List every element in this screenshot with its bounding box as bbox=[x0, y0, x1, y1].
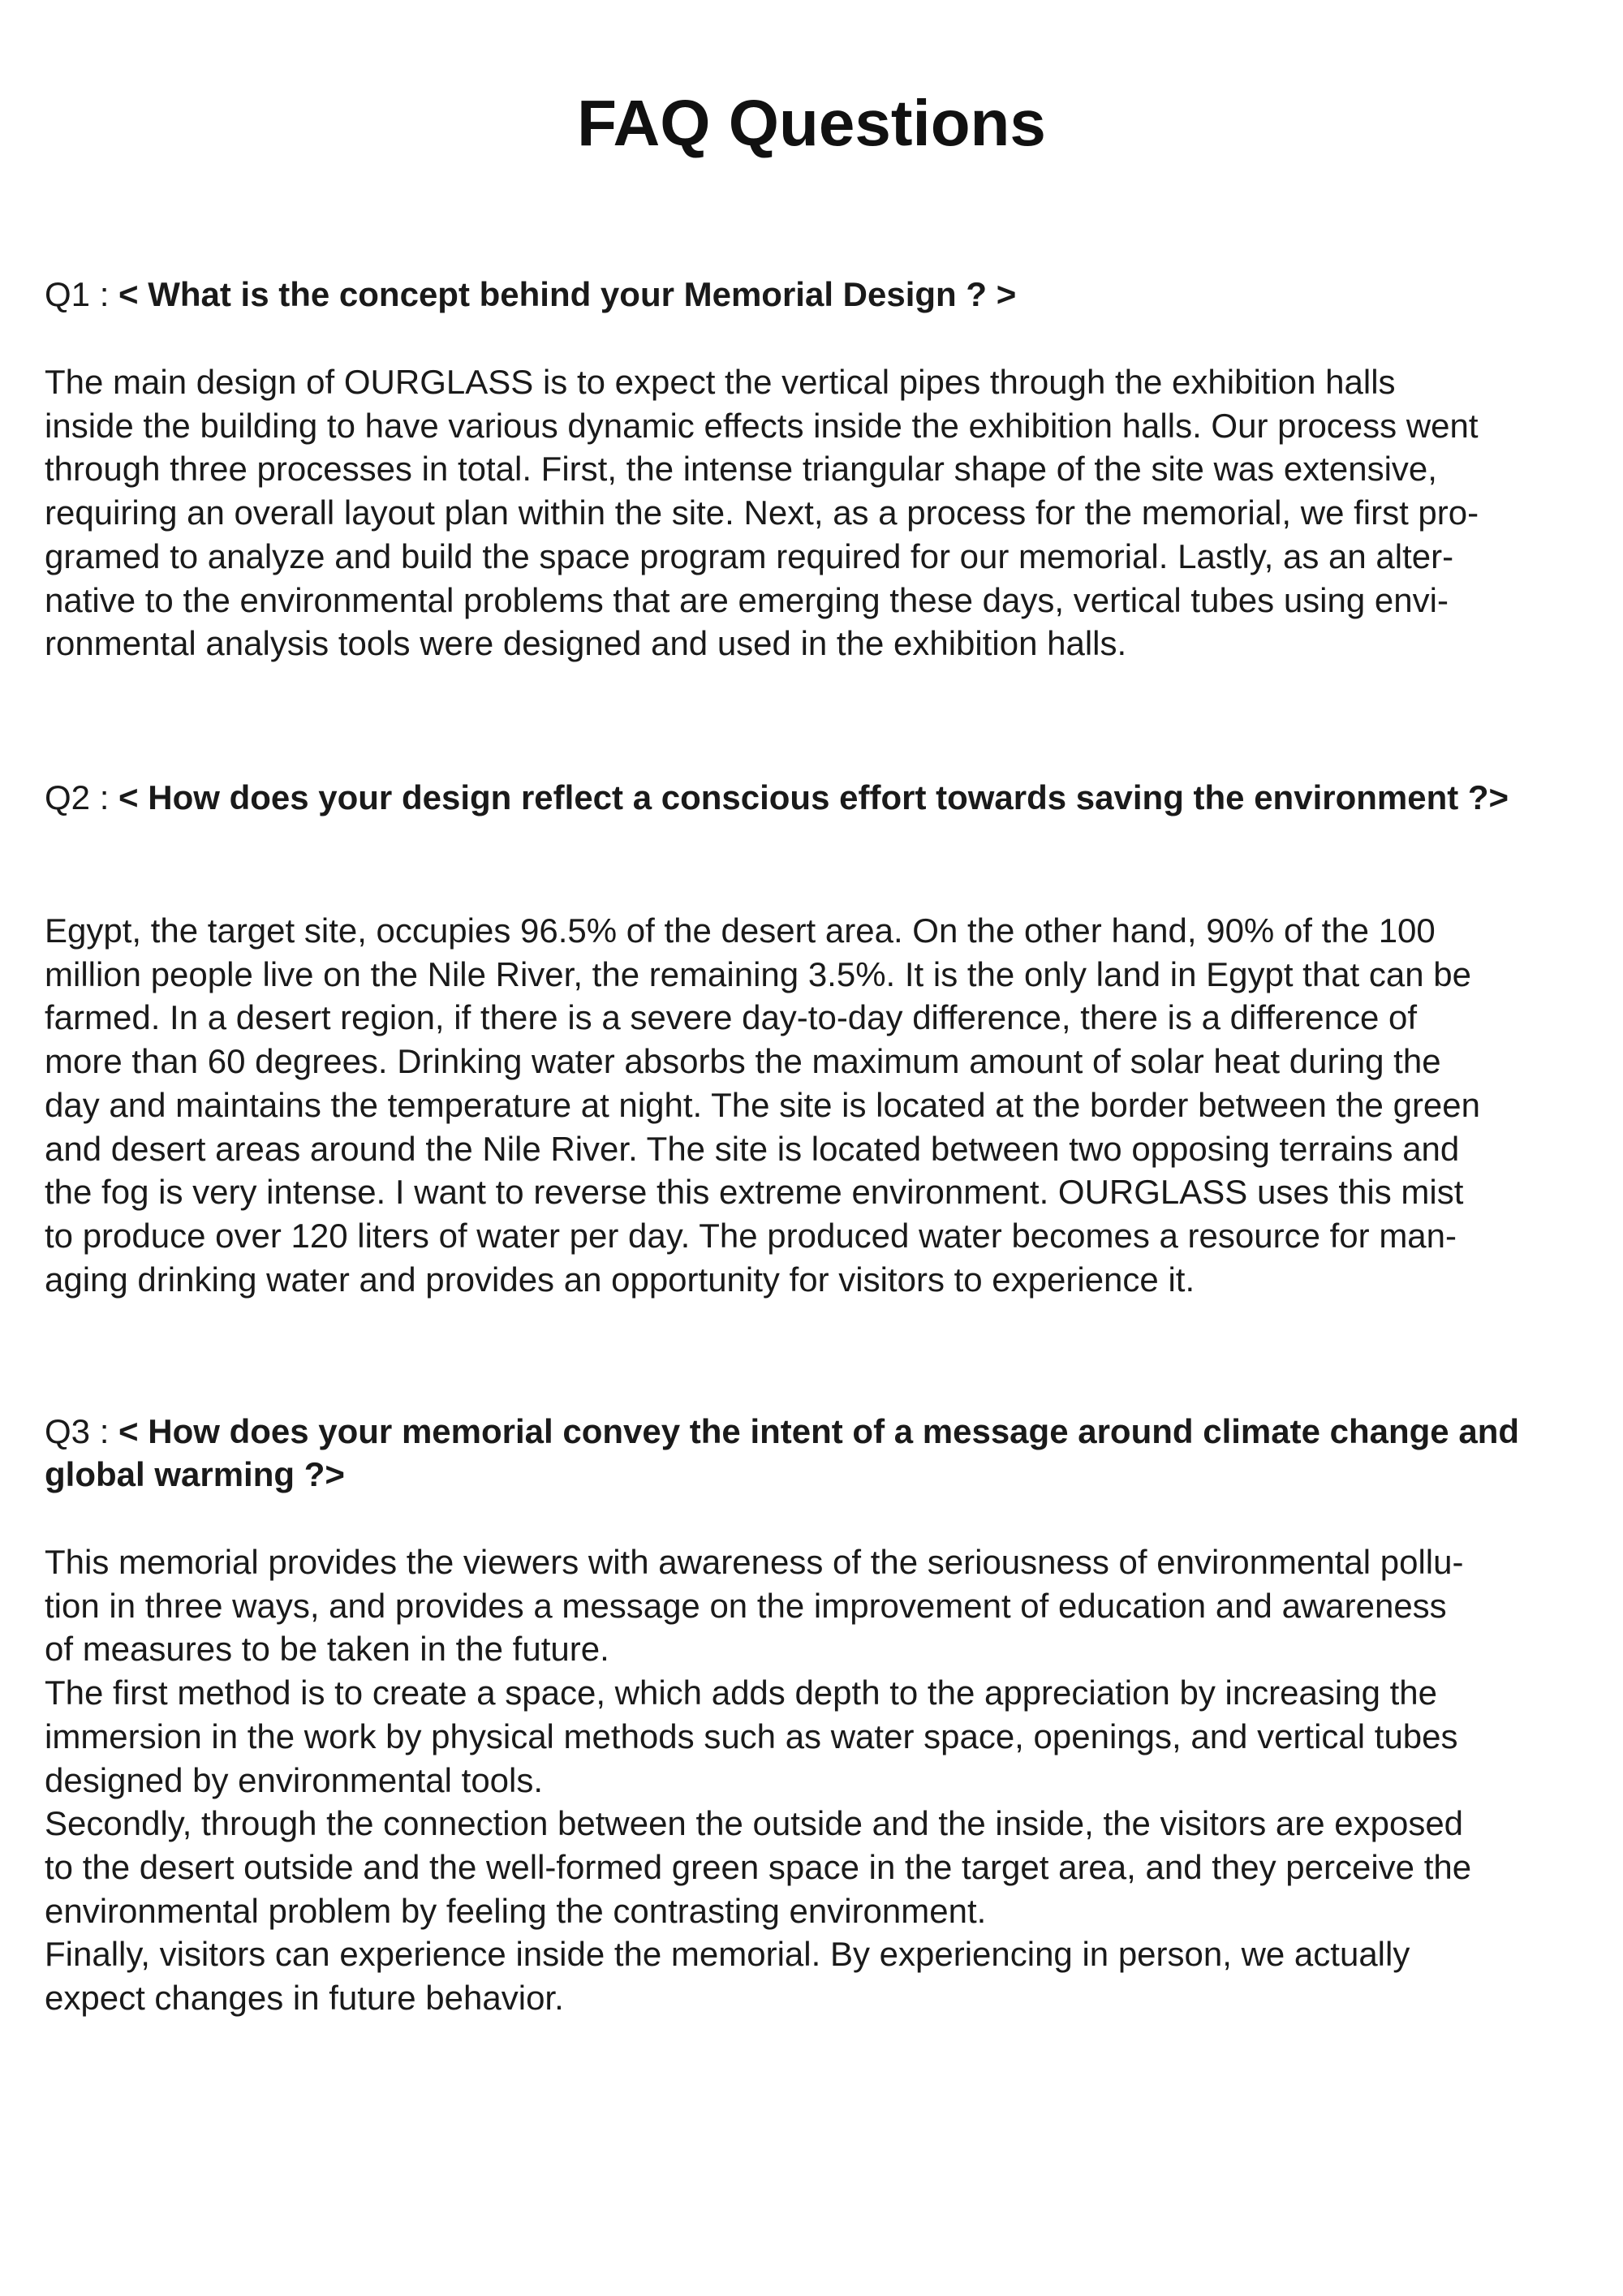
question-text: < How does your memorial convey the intent of a message around climate change and global warming ?> bbox=[45, 1412, 1520, 1493]
question-text: < How does your design reflect a conscious effort towards saving the environment ?> bbox=[118, 778, 1509, 816]
question-text: < What is the concept behind your Memorial Design ? > bbox=[118, 275, 1017, 313]
question-number: Q1 : bbox=[45, 275, 119, 313]
faq-answer-1: The main design of OURGLASS is to expect the vertical pipes through the exhibition halls inside the building to have various dynamic effects inside the exhibition halls. Our process went through three processes in total. First, the intense triangular shape of the site was extensive, requiring an overall layout plan within the site. Next, as a process for the memorial, we first pro- gramed to analyze and build the space program required for our memorial. Lastly, as an alter- native to the environmental problems that are emerging these days, vertical tubes using envi- ronmental analysis tools were designed and used in the exhibition halls. bbox=[45, 363, 1479, 663]
faq-answer-2: Egypt, the target site, occupies 96.5% of the desert area. On the other hand, 90% of the 100 million people live on the Nile River, the remaining 3.5%. It is the only land in Egypt that can be farmed. In a desert region, if there is a severe day-to-day difference, there is a difference of more than 60 degrees. Drinking water absorbs the maximum amount of solar heat during the day and maintains the temperature at night. The site is located at the border between the green and desert areas around the Nile River. The site is located between two opposing terrains and the fog is very intense. I want to reverse this extreme environment. OURGLASS uses this mist to produce over 120 liters of water per day. The produced water becomes a resource for man- aging drinking water and provides an opportunity for visitors to experience it. bbox=[45, 911, 1481, 1299]
question-number: Q2 : bbox=[45, 778, 119, 816]
faq-question-3 bbox=[45, 1410, 1586, 1496]
faq-answer-3: This memorial provides the viewers with awareness of the seriousness of environmental pollu- tion in three ways, and provides a message on the improvement of education and awareness of measures to be taken in the future. The first method is to create a space, which adds depth to the appreciation by increasing the immersion in the work by physical methods such as water space, openings, and vertical tubes designed by environmental tools. Secondly, through the connection between the outside and the inside, the visitors are exposed to the desert outside and the well-formed green space in the target area, and they perceive the environmental problem by feeling the contrasting environment. Finally, visitors can experience inside the memorial. By experiencing in person, we actually expect changes in future behavior. bbox=[45, 1543, 1472, 2018]
question-number: Q3 : bbox=[45, 1412, 119, 1450]
page-title: FAQ Questions bbox=[577, 87, 1046, 159]
faq-question-2 bbox=[45, 776, 1586, 819]
faq-question-1 bbox=[45, 273, 1586, 316]
